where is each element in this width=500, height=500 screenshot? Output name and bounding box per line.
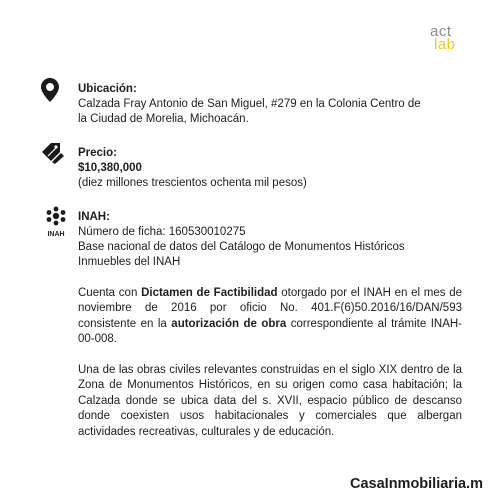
actlab-logo	[430, 24, 472, 58]
dictamen-bold-2: autorización de obra	[171, 317, 287, 330]
location-section	[78, 82, 462, 127]
inah-base-line-2: Inmuebles del INAH	[78, 256, 181, 268]
footer-site-name: CasaInmobiliaria.m	[350, 476, 483, 492]
location-line-2: la Ciudad de Morelia, Michoacán.	[78, 113, 249, 125]
dictamen-text-3: correspondiente al trámite INAH-00-008.	[78, 317, 462, 346]
price-heading: Precio:	[78, 147, 117, 159]
inah-heading: INAH:	[78, 211, 110, 223]
dictamen-bold-1: Dictamen de Factibilidad	[141, 287, 278, 299]
inah-emblem-label: INAH	[47, 231, 65, 238]
inah-ficha: Número de ficha: 160530010275	[78, 226, 246, 238]
price-words: (diez millones trescientos ochenta mil pesos)	[78, 177, 307, 189]
price-section	[78, 146, 462, 191]
price-amount: $10,380,000	[78, 162, 142, 174]
inah-emblem-icon	[44, 206, 68, 236]
inah-base-line-1: Base nacional de datos del Catálogo de Monumentos Históricos	[78, 241, 405, 253]
inah-section	[78, 210, 462, 270]
location-pin-icon	[41, 78, 59, 102]
logo-line1: act	[430, 23, 452, 40]
description-paragraph: Una de las obras civiles relevantes construidas en el siglo XIX dentro de la Zona de Monumentos Históricos, en su origen como casa habitación; la Calzada donde se ubica data del s. XVII, espacio público de descanso donde coexisten usos habitacionales y comerciales que albergan actividades recreativas, culturales y de educación.	[78, 364, 462, 438]
location-heading: Ubicación:	[78, 83, 137, 95]
dictamen-text-1: Cuenta con	[78, 287, 142, 299]
dictamen-text-2: otorgado por el INAH en el mes de noviembre de 2016 por oficio No. 401.F(6)50.2016/16/DAN/593 consistente en la	[78, 287, 462, 330]
inah-emblem-graphic	[44, 206, 68, 226]
price-tag-icon	[40, 142, 66, 164]
location-line-1: Calzada Fray Antonio de San Miguel, #279 en la Colonia Centro de	[78, 98, 421, 110]
logo-line2: lab	[434, 36, 456, 53]
dictamen-paragraph	[78, 286, 462, 348]
